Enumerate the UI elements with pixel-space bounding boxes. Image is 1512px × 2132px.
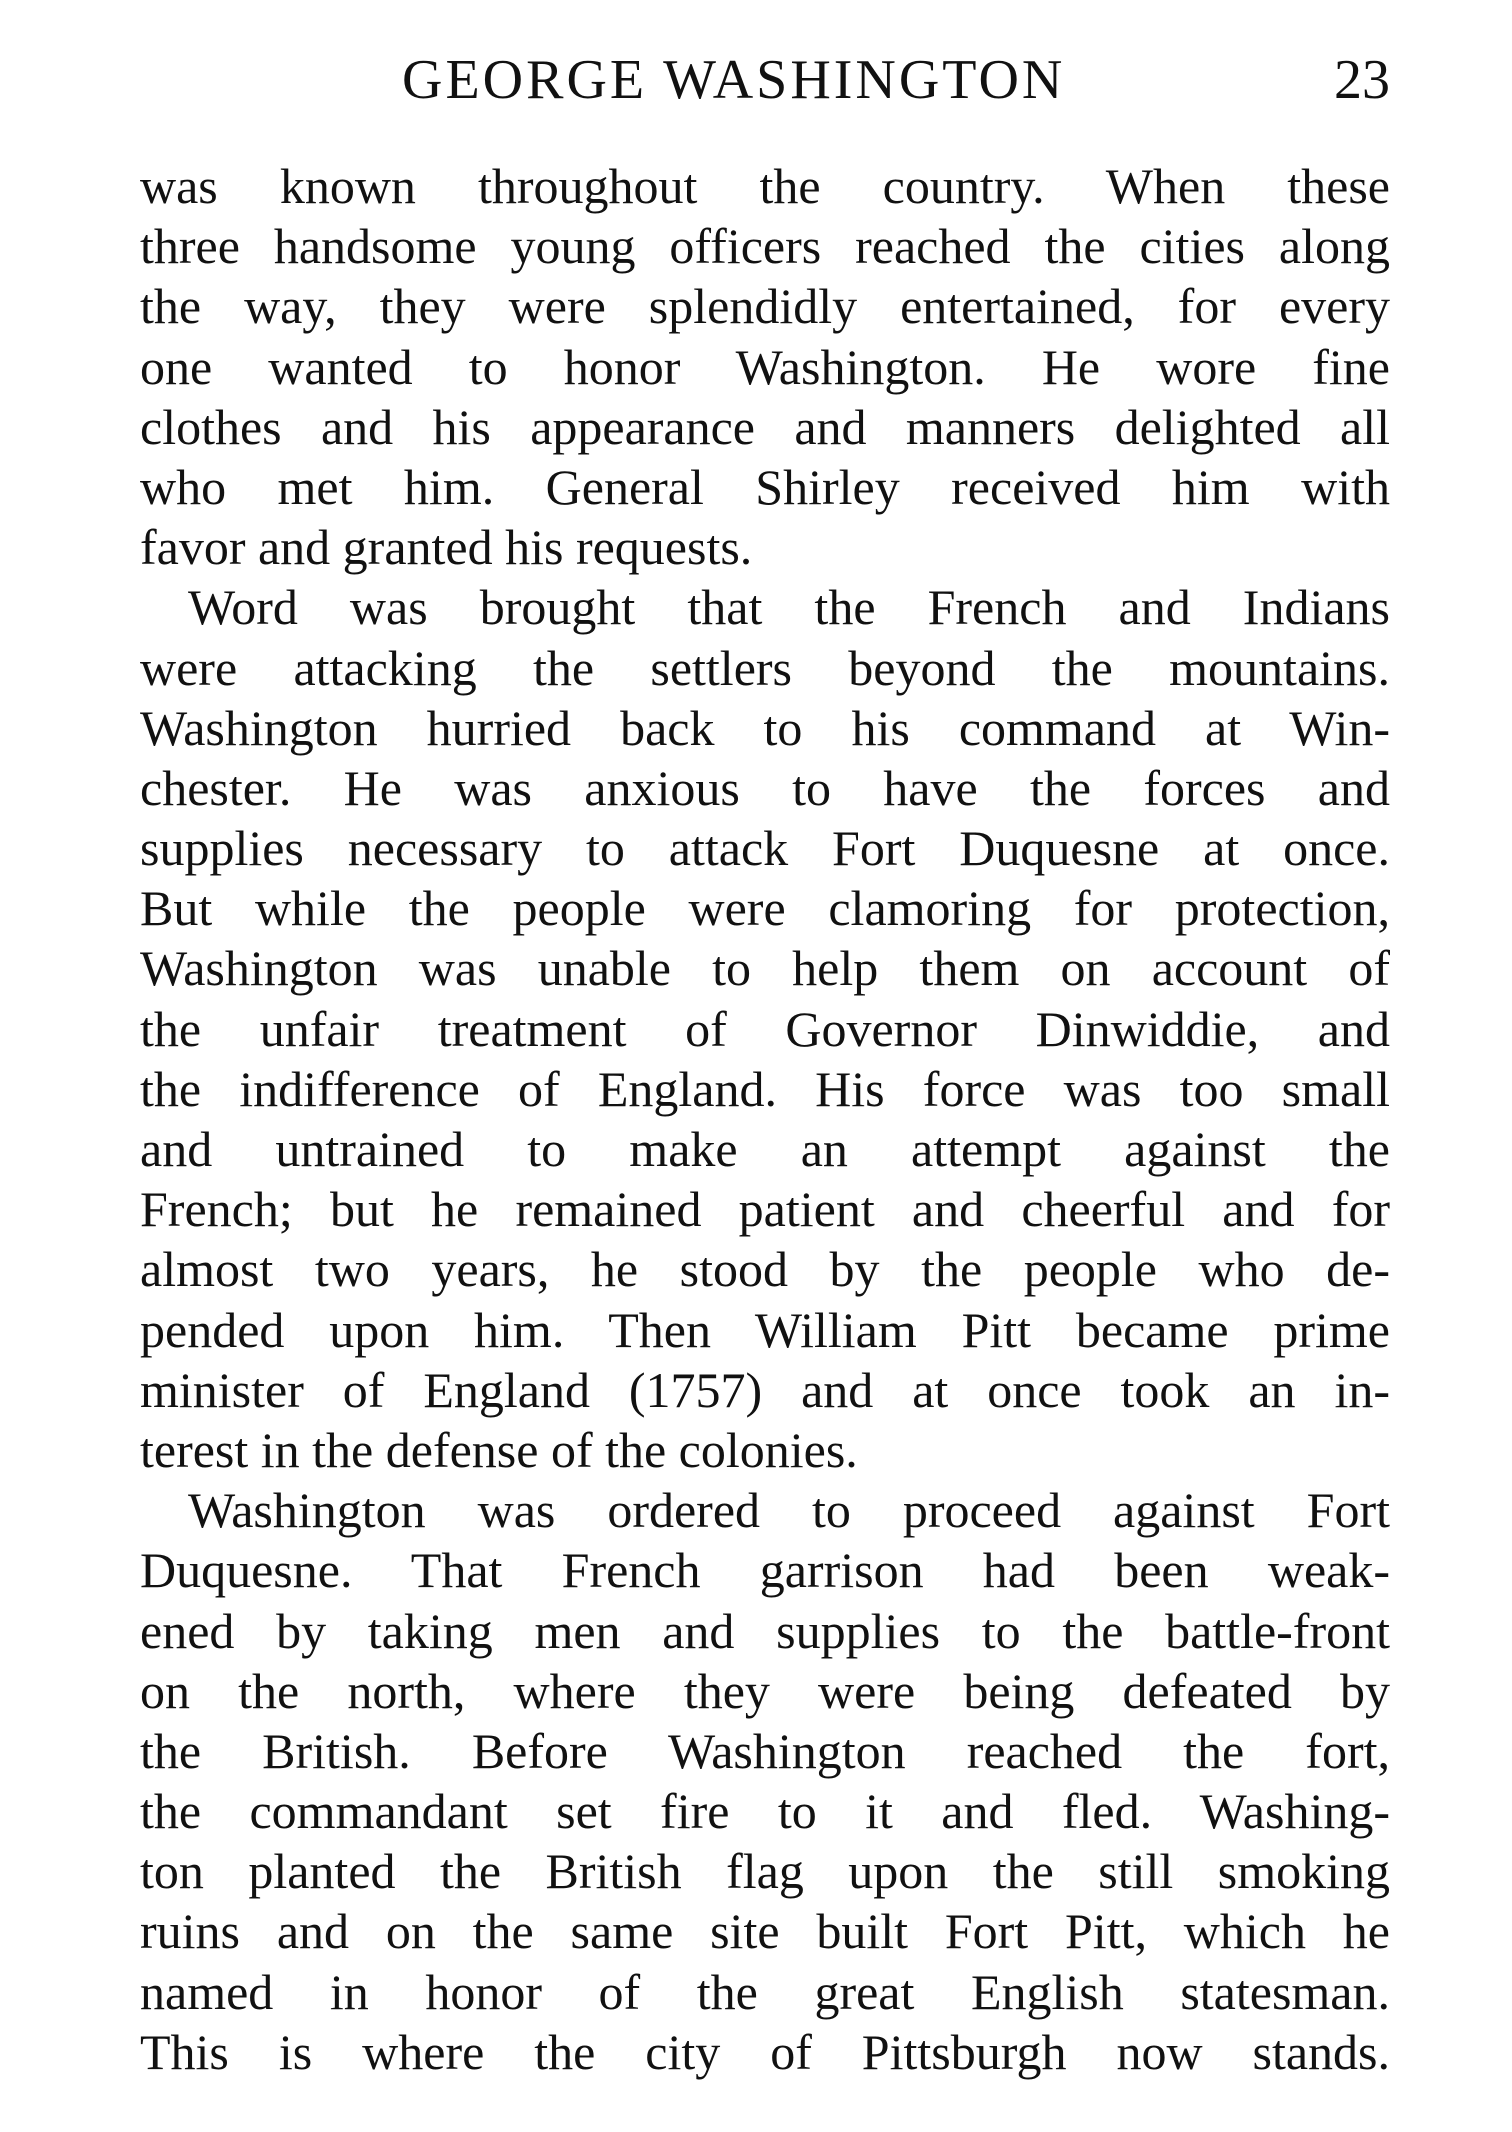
text-line: Duquesne. That French garrison had been weak- — [140, 1542, 1390, 1599]
text-line: supplies necessary to attack Fort Duquesne at once. — [140, 820, 1390, 877]
text-line: ruins and on the same site built Fort Pitt, which he — [140, 1903, 1390, 1960]
paragraph-first-line: Washington was ordered to proceed against Fort — [188, 1482, 1390, 1539]
text-line: almost two years, he stood by the people who de- — [140, 1241, 1390, 1298]
body-text — [140, 156, 1390, 2082]
text-line: favor and granted his requests. — [140, 519, 753, 576]
page-number: 23 — [1334, 49, 1390, 111]
text-line: the way, they were splendidly entertained, for every — [140, 278, 1390, 335]
text-line: clothes and his appearance and manners delighted all — [140, 398, 1390, 455]
running-title: GEORGE WASHINGTON — [402, 49, 1066, 111]
text-line: ton planted the British flag upon the still smoking — [140, 1843, 1390, 1900]
text-line: one wanted to honor Washington. He wore fine — [140, 338, 1390, 395]
text-line: were attacking the settlers beyond the mountains. — [140, 639, 1390, 696]
text-line: the British. Before Washington reached the fort, — [140, 1722, 1390, 1779]
text-line: minister of England (1757) and at once took an in- — [140, 1361, 1390, 1418]
text-line: the unfair treatment of Governor Dinwiddie, and — [140, 1000, 1390, 1057]
text-line: But while the people were clamoring for protection, — [140, 880, 1390, 937]
text-line: the commandant set fire to it and fled. Washing- — [140, 1783, 1390, 1840]
text-line: and untrained to make an attempt against the — [140, 1121, 1390, 1177]
page-header — [140, 40, 1390, 120]
text-line: who met him. General Shirley received him with — [140, 458, 1390, 515]
text-line: three handsome young officers reached the cities along — [140, 218, 1390, 275]
text-line: the indifference of England. His force was too small — [140, 1060, 1390, 1117]
text-line: Washington was unable to help them on account of — [140, 940, 1390, 997]
text-line: named in honor of the great English statesman. — [140, 1963, 1390, 2020]
text-line: terest in the defense of the colonies. — [140, 1421, 858, 1478]
text-line: was known throughout the country. When these — [140, 158, 1390, 214]
text-line: pended upon him. Then William Pitt became prime — [140, 1301, 1390, 1358]
text-line: French; but he remained patient and cheerful and for — [140, 1181, 1390, 1238]
paragraph-first-line: Word was brought that the French and Indians — [188, 579, 1390, 636]
text-line: Washington hurried back to his command at Win- — [140, 699, 1390, 756]
text-line: This is where the city of Pittsburgh now stands. — [140, 2023, 1390, 2080]
text-line: ened by taking men and supplies to the battle-front — [140, 1602, 1390, 1659]
text-line: on the north, where they were being defeated by — [140, 1662, 1390, 1719]
text-line: chester. He was anxious to have the forces and — [140, 759, 1390, 816]
